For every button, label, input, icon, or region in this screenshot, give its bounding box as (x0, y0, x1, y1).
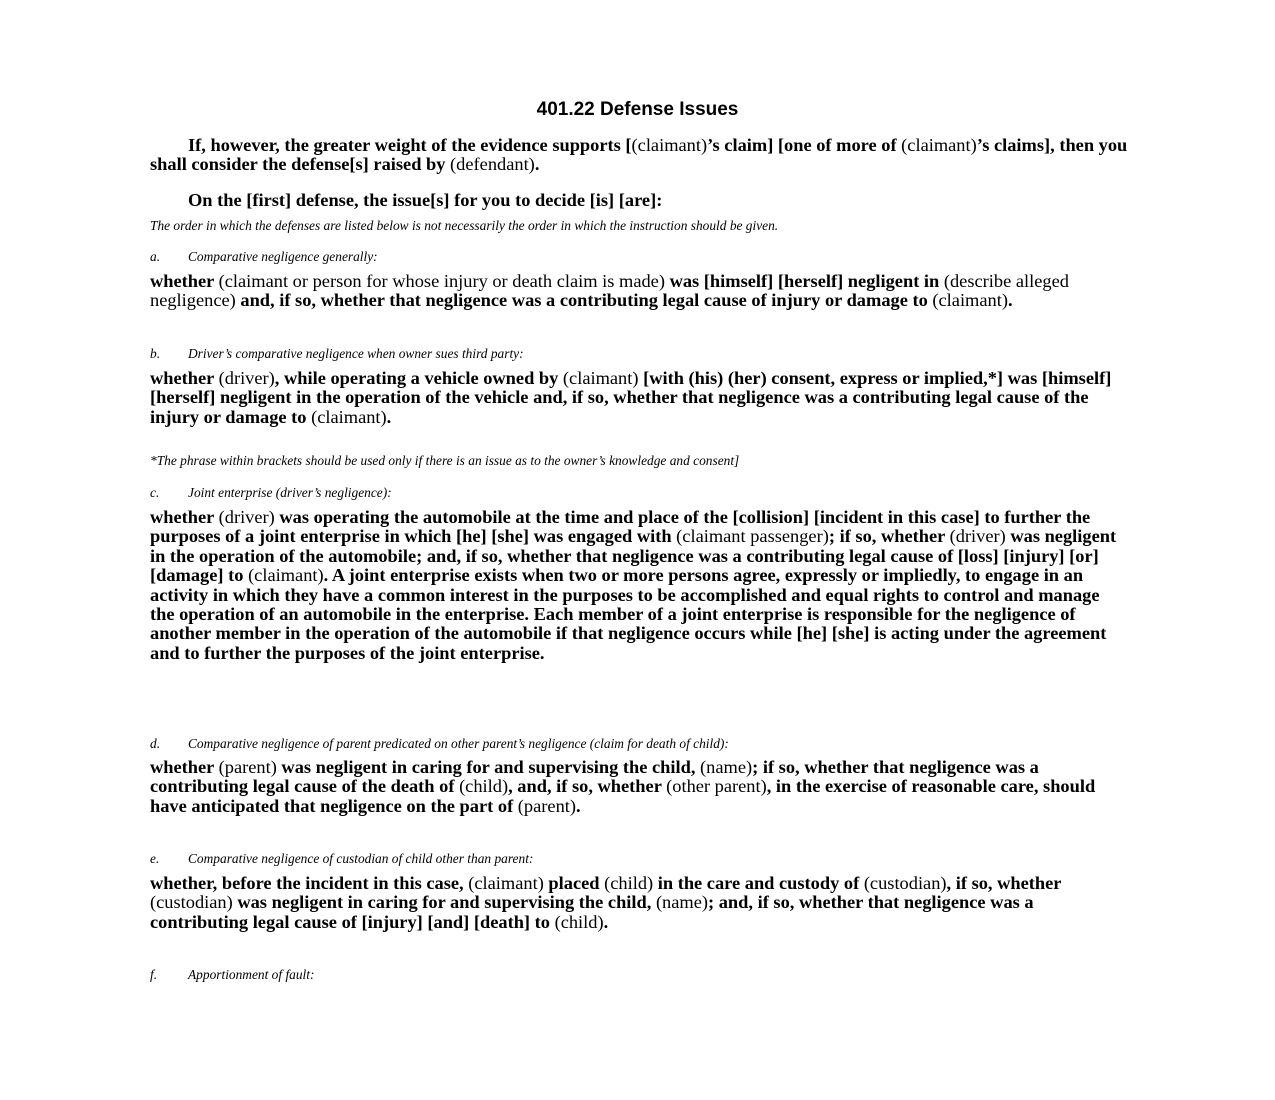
section-letter: d. (150, 736, 161, 751)
placeholder-text-run: (claimant) (901, 135, 977, 155)
issue-intro: On the [first] defense, the issue[s] for you to decide [is] [are]: (188, 190, 663, 210)
placeholder-text-run: (claimant) (248, 565, 324, 586)
placeholder-text-run: (claimant) (562, 368, 639, 388)
bold-text-run: ; if so, whether (828, 526, 950, 547)
placeholder-text-run: (name) (655, 892, 709, 913)
section-heading-f (150, 967, 1128, 983)
bold-text-run: and, if so, whether that negligence was a contributing legal cause of injury or damage to (235, 290, 933, 311)
section-heading-text: Joint enterprise (driver’s negligence): (188, 485, 392, 500)
bold-text-run: was [himself] [herself] negligent in (664, 271, 944, 291)
section-letter: a. (150, 249, 161, 264)
bold-text-run: was negligent in caring for and supervising the child, (276, 757, 701, 777)
placeholder-text-run: (driver) (949, 526, 1006, 547)
bold-text-run: . (603, 911, 609, 932)
section-text-e (150, 874, 1128, 932)
section-heading-a (150, 249, 1128, 265)
bold-text-run: was negligent in the operation of the automobile; and, if so, whether that negligence was a contributing legal cause of [loss] [injury] [or] [damage] to (150, 526, 1117, 586)
bold-text-run: was negligent in caring for and supervising the child, (232, 892, 656, 913)
section-text-d (150, 758, 1128, 816)
placeholder-text-run: (child) (604, 873, 654, 893)
placeholder-text-run: (driver) (218, 368, 275, 388)
bold-text-run: , in the exercise of reasonable care, should have anticipated that negligence on the part of (150, 776, 1096, 816)
bold-text-run: placed (543, 873, 605, 893)
placeholder-text-run: (driver) (218, 507, 275, 527)
section-heading-text: Comparative negligence of custodian of child other than parent: (188, 851, 534, 866)
placeholder-text-run: (claimant) (631, 135, 708, 155)
placeholder-text-run: (claimant) (932, 290, 1008, 311)
bold-text-run: whether (150, 757, 219, 777)
bold-text-run: ; if so, whether that negligence was a contributing legal cause of the death of (150, 757, 1039, 797)
bold-text-run: , while operating a vehicle owned by (274, 368, 563, 388)
bold-text-run: If, however, the greater weight of the evidence supports [ (188, 135, 632, 155)
section-heading-b (150, 346, 1128, 362)
intro-paragraph (150, 136, 1128, 175)
bold-text-run: . (1007, 290, 1013, 311)
section-text-b (150, 369, 1128, 427)
placeholder-text-run: (child) (554, 911, 604, 932)
placeholder-text-run: (name) (700, 757, 753, 777)
section-heading-c (150, 485, 1128, 501)
section-heading-text: Comparative negligence generally: (188, 249, 378, 264)
bold-text-run: . (386, 406, 392, 427)
placeholder-text-run: (custodian) (150, 892, 233, 913)
section-heading-text: Comparative negligence of parent predicated on other parent’s negligence (claim for death of child): (188, 736, 729, 751)
section-text-a (150, 272, 1128, 311)
placeholder-text-run: (claimant or person for whose injury or death claim is made) (218, 271, 665, 291)
bold-text-run: , if so, whether (946, 873, 1062, 893)
bold-text-run: ’s claim] [one of more of (707, 135, 902, 155)
bold-text-run: in the care and custody of (653, 873, 864, 893)
placeholder-text-run: (parent) (517, 795, 576, 816)
bold-text-run: ’s claims], then you shall consider the defense[s] raised by (150, 135, 1128, 175)
bold-text-run: . A joint enterprise exists when two or more persons agree, expressly or impliedly, to engage in an activity in which they have a common interest in the purposes to be accomplished and equal rights to control and manage the operation of an automobile in the enterprise. Each member of a joint enterprise is responsible for the negligence of another member in the operation of the automobile if that negligence occurs while [he] [she] is acting under the agreement and to further the purposes of the joint enterprise. (150, 565, 1107, 663)
section-heading-text: Driver’s comparative negligence when owner sues third party: (188, 346, 524, 361)
placeholder-text-run: (describe alleged negligence) (150, 271, 1069, 311)
section-letter: b. (150, 346, 161, 361)
placeholder-text-run: (defendant) (450, 154, 535, 175)
section-heading-e (150, 851, 1128, 867)
page-title: 401.22 Defense Issues (536, 99, 739, 120)
section-letter: c. (150, 485, 160, 500)
placeholder-text-run: (claimant passenger) (676, 526, 829, 547)
bold-text-run: whether, before the incident in this case, (150, 873, 469, 893)
bold-text-run: whether (150, 271, 219, 291)
section-heading-text: Apportionment of fault: (188, 967, 315, 982)
section-letter: e. (150, 851, 160, 866)
bold-text-run: . (576, 795, 581, 816)
placeholder-text-run: (other parent) (666, 776, 767, 797)
bold-text-run: , and, if so, whether (508, 776, 667, 797)
order-note: The order in which the defenses are listed below is not necessarily the order in which the instruction should be given. (150, 218, 779, 233)
bold-text-run: was operating the automobile at the time and place of the [collision] [incident in this case] to further the purposes of a joint enterprise in which [he] [she] was engaged with (150, 507, 1091, 547)
placeholder-text-run: (custodian) (863, 873, 947, 893)
bold-text-run: . (534, 154, 540, 175)
placeholder-text-run: (claimant) (468, 873, 544, 893)
placeholder-text-run: (parent) (218, 757, 277, 777)
section-text-c (150, 508, 1128, 663)
bold-text-run: whether (150, 368, 219, 388)
section-letter: f. (150, 967, 158, 982)
bold-text-run: ; and, if so, whether that negligence was a contributing legal cause of [injury] [and] [death] to (150, 892, 1034, 932)
bold-text-run: whether (150, 507, 219, 527)
placeholder-text-run: (claimant) (311, 406, 387, 427)
footnote-b: *The phrase within brackets should be used only if there is an issue as to the owner’s knowledge and consent] (150, 453, 740, 468)
section-heading-d (150, 736, 1128, 752)
bold-text-run: [with (his) (her) consent, express or implied,*] was [himself] [herself] negligent in the operation of the vehicle and, if so, whether that negligence was a contributing legal cause of the injury or damage to (150, 368, 1112, 427)
placeholder-text-run: (child) (459, 776, 509, 797)
